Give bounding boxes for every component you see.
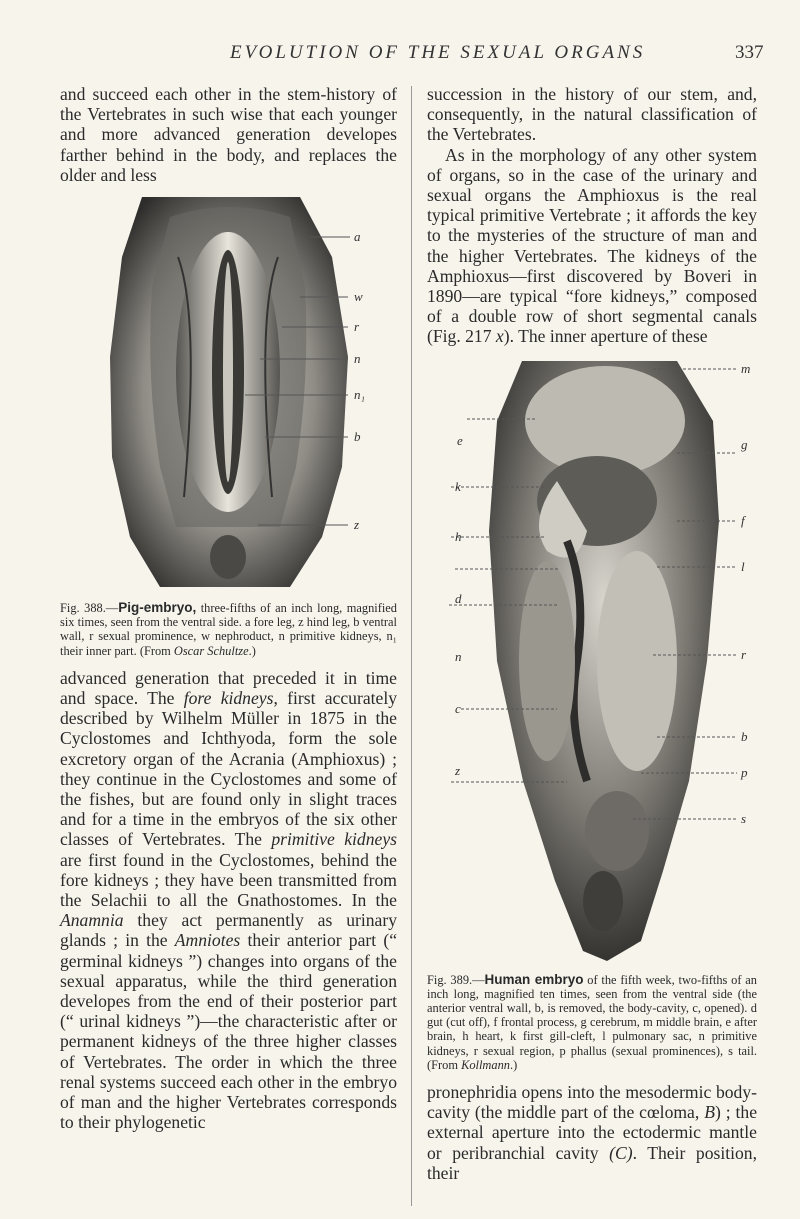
caption-source-close: .) xyxy=(509,1057,518,1072)
term-anamnia: Anamnia xyxy=(60,910,124,931)
text-run: their anterior part (“ germinal kidneys ”) changes into organs of the sexual apparatus, while the third generation developes from the end of their posterior part (“ urinal kidneys ”)—the characteristic after or permanent kidneys of the three higher classes of Vertebrates. The order in which the three renal systems succeed each other in the embryo of man and the higher Vertebrates corresponds to their phylogenetic xyxy=(60,930,397,1133)
figure-388-caption xyxy=(60,601,397,658)
text-run: As in the morphology of any other system of organs, so in the case of the urinary and sexual organs the Amphioxus is the real typical primitive Vertebrate ; it affords the key to the mysteries of the structure of man and the higher Vertebrates. The kidneys of the Amphioxus—first discovered by Boveri in 1890—are typical “fore kidneys,” composed of a double row of short segmental canals (Fig. 217 xyxy=(427,144,757,347)
label-b: b xyxy=(741,728,748,744)
term-primitive-kidneys: primitive kidneys xyxy=(271,829,397,850)
label-l: l xyxy=(741,558,745,574)
label-g: g xyxy=(741,436,748,452)
label-r: r xyxy=(741,646,747,662)
label-a: a xyxy=(354,229,361,245)
paragraph-amphioxus xyxy=(427,145,757,347)
caption-source-author: Oscar Schultze xyxy=(173,643,249,658)
page-number: 337 xyxy=(735,42,764,63)
column-divider xyxy=(411,86,412,1206)
text-run: . Their position, their xyxy=(427,1142,757,1183)
figure-389 xyxy=(427,361,757,965)
text-run: ). The inner aperture of these xyxy=(503,326,708,347)
paragraph-pronephridia xyxy=(427,1082,757,1183)
text-run: advanced generation that preceded it in time and space. The xyxy=(60,667,397,709)
label-s: s xyxy=(741,810,747,826)
figure-ref-b: B xyxy=(704,1102,715,1123)
text-run: they act permanently as urinary glands ; in the xyxy=(60,910,397,951)
label-z: z xyxy=(354,517,360,533)
caption-source-close: .) xyxy=(248,643,256,658)
label-p: p xyxy=(741,764,748,780)
text-run: ) ; the external aperture into the ectodermic mantle or peribranchial cavity xyxy=(427,1102,757,1163)
right-column xyxy=(427,84,757,1183)
page-header xyxy=(0,42,800,72)
label-w: w xyxy=(354,289,363,305)
text-run: pronephridia opens into the mesodermic body-cavity (the middle part of the cœloma, xyxy=(427,1082,757,1123)
pig-embryo-illustration xyxy=(60,197,397,593)
term-fore-kidneys: fore kidneys xyxy=(183,688,274,709)
label-f: f xyxy=(741,512,745,528)
caption-title: Pig-embryo, xyxy=(118,600,197,616)
label-r: r xyxy=(354,319,360,335)
caption-text: three-fifths of an inch long, magnified six times, seen from the ventral side. a fore leg, z hind leg, b ventral wall, r sexual prominence, w nephroduct, n primitive kidneys, n₁ their inner part. (From xyxy=(60,601,397,658)
label-n1: n₁ xyxy=(354,387,366,403)
label-e: e xyxy=(457,432,463,448)
figure-388 xyxy=(60,197,397,593)
figure-ref-x: x xyxy=(495,326,504,347)
caption-text: of the fifth week, two-fifths of an inch long, magnified ten times, seen from the ventral side (the anterior ventral wall, b, is removed, the body-cavity, c, opened). d gut (cut off), f frontal process, g cerebrum, m middle brain, e after brain, h heart, k first gill-cleft, l pulmonary sac, n primitive kidneys, r sexual region, p phallus (sexual prominences), s tail. (From xyxy=(427,972,757,1072)
paragraph-kidneys xyxy=(60,668,397,1133)
caption-title: Human embryo xyxy=(484,971,584,987)
text-run: , first accurately described by Wilhelm Müller in 1875 in the Cyclostomes and Ichthyoda, form the sole excretory organ of the Acrania (Amphioxus) ; they continue in the Cyclostomes and some of the fishes, but are found only in slight traces and for a time in the embryos of the six other classes of Vertebrates. The xyxy=(60,688,398,850)
label-m: m xyxy=(741,360,751,376)
text-run: are first found in the Cyclostomes, behind the fore kidneys ; they have been transmitted from the Selachii to all the Gnathostomes. In the xyxy=(60,849,397,911)
term-amniotes: Amniotes xyxy=(174,930,241,951)
label-n: n xyxy=(455,648,462,664)
paragraph-succession: succession in the history of our stem, and, consequently, in the natural classification of the Vertebrates. xyxy=(427,84,757,145)
figure-389-caption xyxy=(427,973,757,1072)
caption-source-author: Kollmann xyxy=(461,1057,510,1072)
human-embryo-illustration xyxy=(427,361,757,965)
label-h: h xyxy=(455,528,462,544)
label-d: d xyxy=(455,590,462,606)
left-column xyxy=(60,84,397,1133)
label-b: b xyxy=(354,429,361,445)
label-c: c xyxy=(455,700,461,716)
label-n: n xyxy=(354,351,361,367)
caption-number: Fig. 389.— xyxy=(427,972,485,987)
paragraph-intro: and succeed each other in the stem-history of the Vertebrates in such wise that each younger and more advanced generation developes farther behind in the body, and replaces the older and less xyxy=(60,84,397,185)
figure-ref-c: (C) xyxy=(609,1142,633,1163)
label-z: z xyxy=(455,762,461,778)
caption-number: Fig. 388.— xyxy=(60,601,119,616)
label-k: k xyxy=(455,478,461,494)
running-title: EVOLUTION OF THE SEXUAL ORGANS xyxy=(230,42,646,63)
